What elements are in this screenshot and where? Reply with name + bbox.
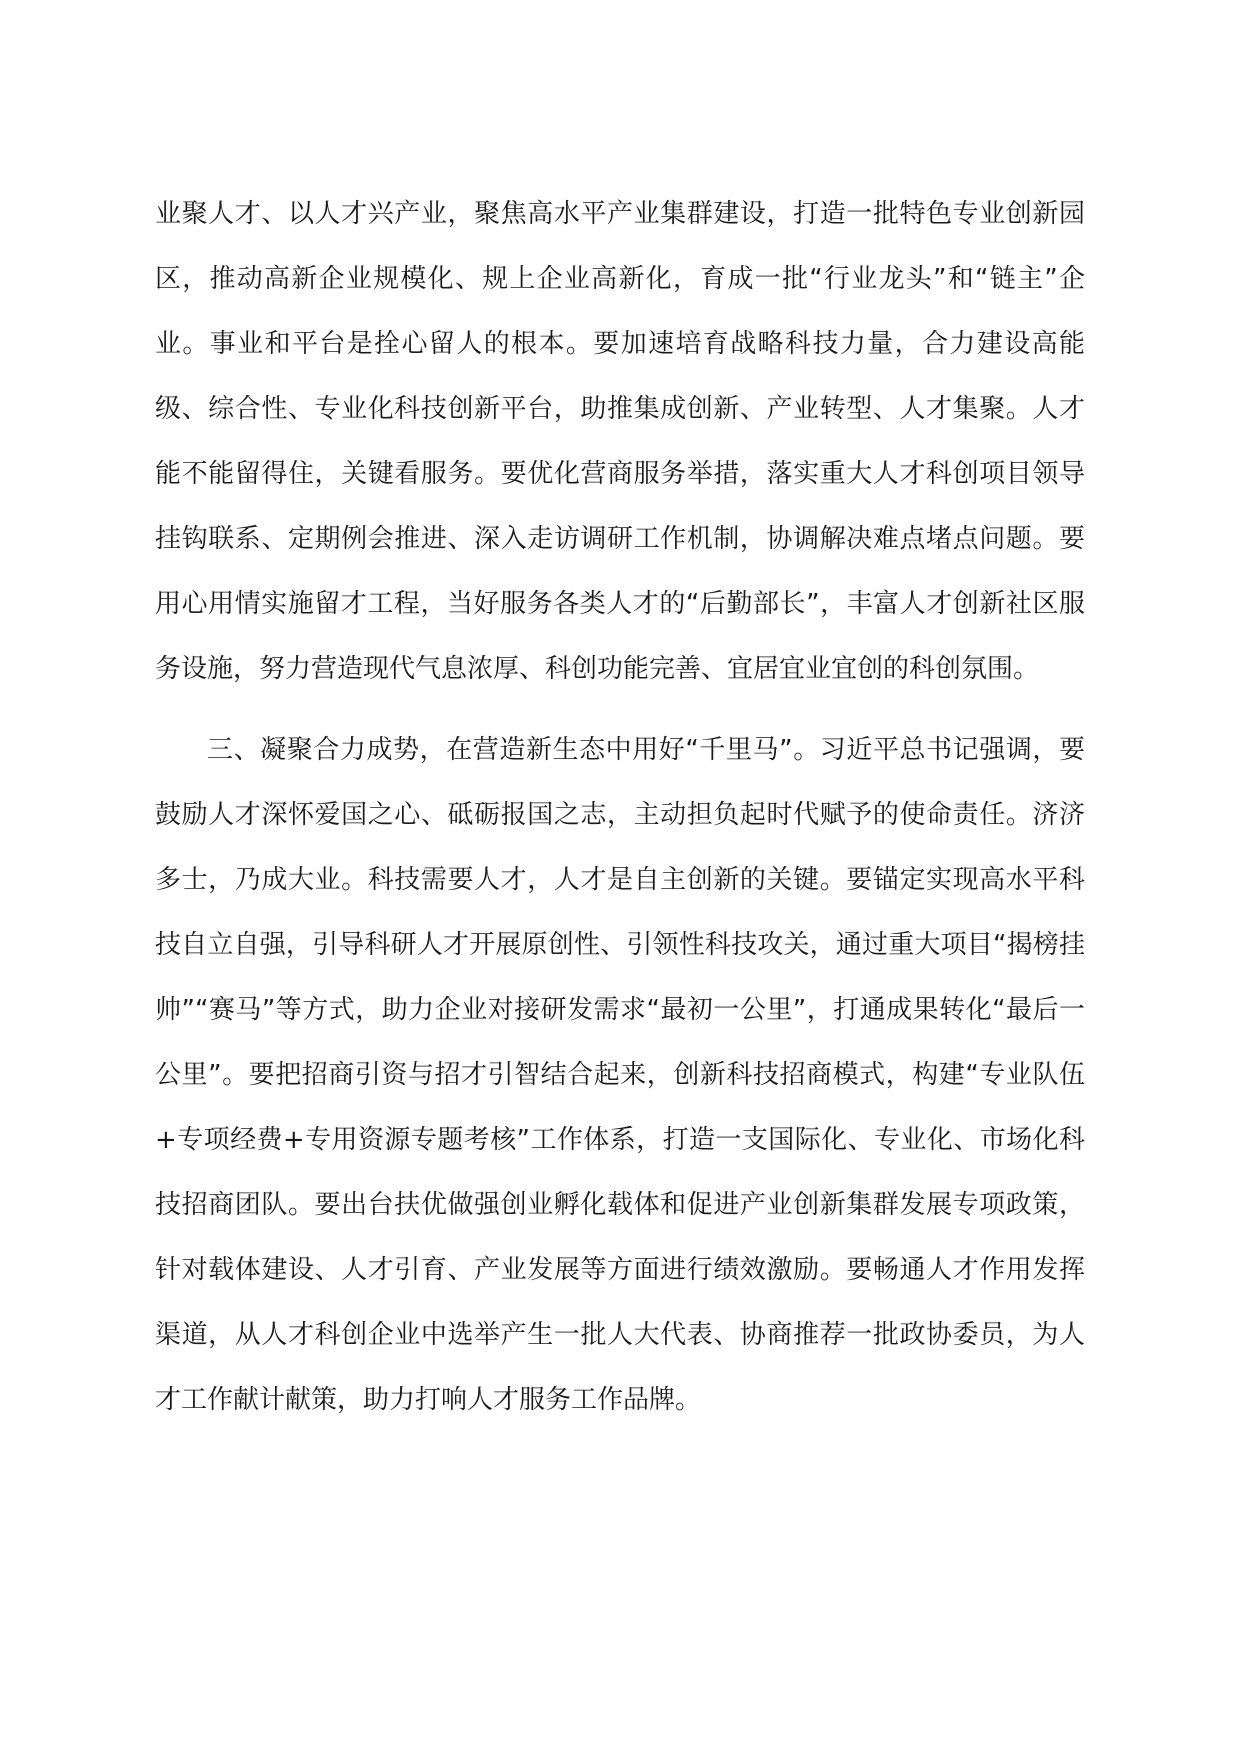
body-paragraph-2 <box>155 718 1085 1433</box>
paragraph-text: 业聚人才、以人才兴产业，聚焦高水平产业集群建设，打造一批特色专业创新园区，推动高新企业规模化、规上企业高新化，育成一批“行业龙头”和“链主”企业。事业和平台是拴心留人的根本。要加速培育战略科技力量，合力建设高能级、综合性、专业化科技创新平台，助推集成创新、产业转型、人才集聚。人才能不能留得住，关键看服务。要优化营商服务举措，落实重大人才科创项目领导挂钩联系、定期例会推进、深入走访调研工作机制，协调解决难点堵点问题。要用心用情实施留才工程，当好服务各类人才的“后勤部长”，丰富人才创新社区服务设施，努力营造现代气息浓厚、科创功能完善、宜居宜业宜创的科创氛围。 <box>155 199 1085 684</box>
body-paragraph-1 <box>155 182 1085 702</box>
paragraph-text: 三、凝聚合力成势，在营造新生态中用好“千里马”。习近平总书记强调，要鼓励人才深怀爱国之心、砥砺报国之志，主动担负起时代赋予的使命责任。济济多士，乃成大业。科技需要人才，人才是自主创新的关键。要锚定实现高水平科技自立自强，引导科研人才开展原创性、引领性科技攻关，通过重大项目“揭榜挂帅”“赛马”等方式，助力企业对接研发需求“最初一公里”，打通成果转化“最后一公里”。要把招商引资与招才引智结合起来，创新科技招商模式，构建“专业队伍+专项经费+专用资源专题考核”工作体系，打造一支国际化、专业化、市场化科技招商团队。要出台扶优做强创业孵化载体和促进产业创新集群发展专项政策，针对载体建设、人才引育、产业发展等方面进行绩效激励。要畅通人才作用发挥渠道，从人才科创企业中选举产生一批人大代表、协商推荐一批政协委员，为人才工作献计献策，助力打响人才服务工作品牌。 <box>155 735 1085 1415</box>
